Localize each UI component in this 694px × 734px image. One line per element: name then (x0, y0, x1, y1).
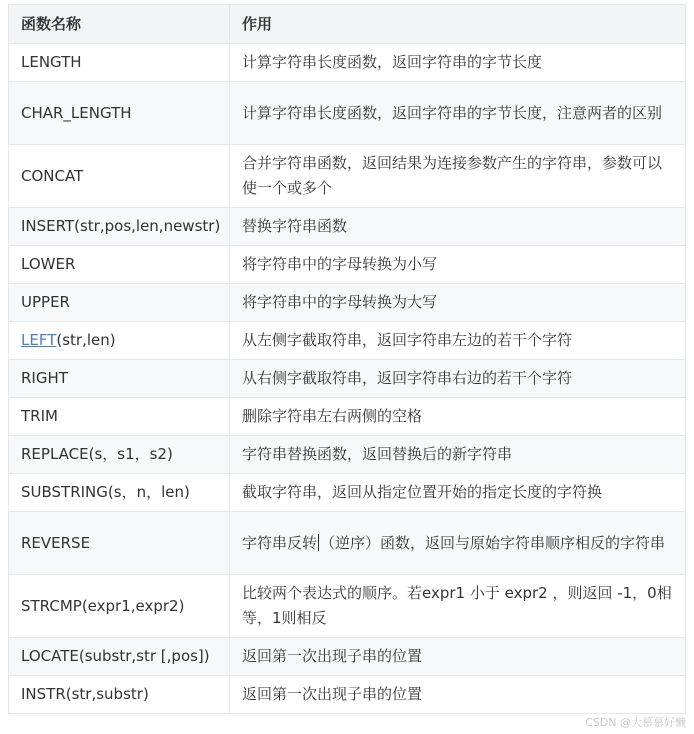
function-name-cell: LOWER (9, 246, 230, 284)
left-function-link[interactable]: LEFT (21, 331, 57, 349)
table-row (9, 474, 686, 512)
function-desc-cell: 截取字符串，返回从指定位置开始的指定长度的字符换 (230, 474, 686, 512)
function-desc-cell: 计算字符串长度函数，返回字符串的字节长度 (230, 44, 686, 82)
table-row (9, 638, 686, 676)
function-desc-cell: 返回第一次出现子串的位置 (230, 676, 686, 714)
table-row (9, 284, 686, 322)
csdn-watermark: CSDN @大慕慕好懒 (585, 716, 686, 729)
left-function-args: (str,len) (56, 331, 116, 349)
function-desc-cell: 返回第一次出现子串的位置 (230, 638, 686, 676)
function-name-cell: CONCAT (9, 145, 230, 208)
function-desc-cell: 字符串替换函数，返回替换后的新字符串 (230, 436, 686, 474)
function-desc-cell: 删除字符串左右两侧的空格 (230, 398, 686, 436)
function-desc-cell: 计算字符串长度函数，返回字符串的字节长度，注意两者的区别 (230, 82, 686, 145)
table-row (9, 360, 686, 398)
table-row (9, 512, 686, 575)
table-row (9, 436, 686, 474)
table-row (9, 145, 686, 208)
desc-text-part: 字符串反转 (242, 533, 318, 552)
table-row (9, 208, 686, 246)
function-name-cell: UPPER (9, 284, 230, 322)
function-name-cell: SUBSTRING(s，n，len) (9, 474, 230, 512)
function-name-cell: INSTR(str,substr) (9, 676, 230, 714)
function-desc-cell: 将字符串中的字母转换为小写 (230, 246, 686, 284)
function-desc-cell: 从左侧字截取符串，返回字符串左边的若干个字符 (230, 322, 686, 360)
table-row (9, 44, 686, 82)
table-row (9, 676, 686, 714)
table-header-row (9, 5, 686, 44)
function-desc-cell: 从右侧字截取符串，返回字符串右边的若干个字符 (230, 360, 686, 398)
function-desc-cell (230, 512, 686, 575)
desc-text-part: （逆序）函数，返回与原始字符串顺序相反的字符串 (320, 533, 666, 552)
function-desc-cell: 替换字符串函数 (230, 208, 686, 246)
function-name-cell: STRCMP(expr1,expr2) (9, 575, 230, 638)
function-table (8, 4, 686, 714)
table-row (9, 82, 686, 145)
function-name-cell (9, 322, 230, 360)
function-name-cell: CHAR_LENGTH (9, 82, 230, 145)
function-name-cell: RIGHT (9, 360, 230, 398)
table-row (9, 322, 686, 360)
table-row (9, 398, 686, 436)
function-desc-cell: 将字符串中的字母转换为大写 (230, 284, 686, 322)
function-name-cell: TRIM (9, 398, 230, 436)
function-name-cell: LOCATE(substr,str [,pos]) (9, 638, 230, 676)
table-row (9, 575, 686, 638)
function-name-cell: INSERT(str,pos,len,newstr) (9, 208, 230, 246)
table-row (9, 246, 686, 284)
function-name-cell: REVERSE (9, 512, 230, 575)
function-desc-cell: 合并字符串函数，返回结果为连接参数产生的字符串，参数可以使一个或多个 (230, 145, 686, 208)
text-cursor (318, 534, 319, 551)
function-name-cell: REPLACE(s，s1，s2) (9, 436, 230, 474)
function-desc-cell: 比较两个表达式的顺序。若expr1 小于 expr2 ，则返回 -1，0相等，1则相反 (230, 575, 686, 638)
header-purpose: 作用 (230, 5, 686, 44)
function-name-cell: LENGTH (9, 44, 230, 82)
header-function-name: 函数名称 (9, 5, 230, 44)
